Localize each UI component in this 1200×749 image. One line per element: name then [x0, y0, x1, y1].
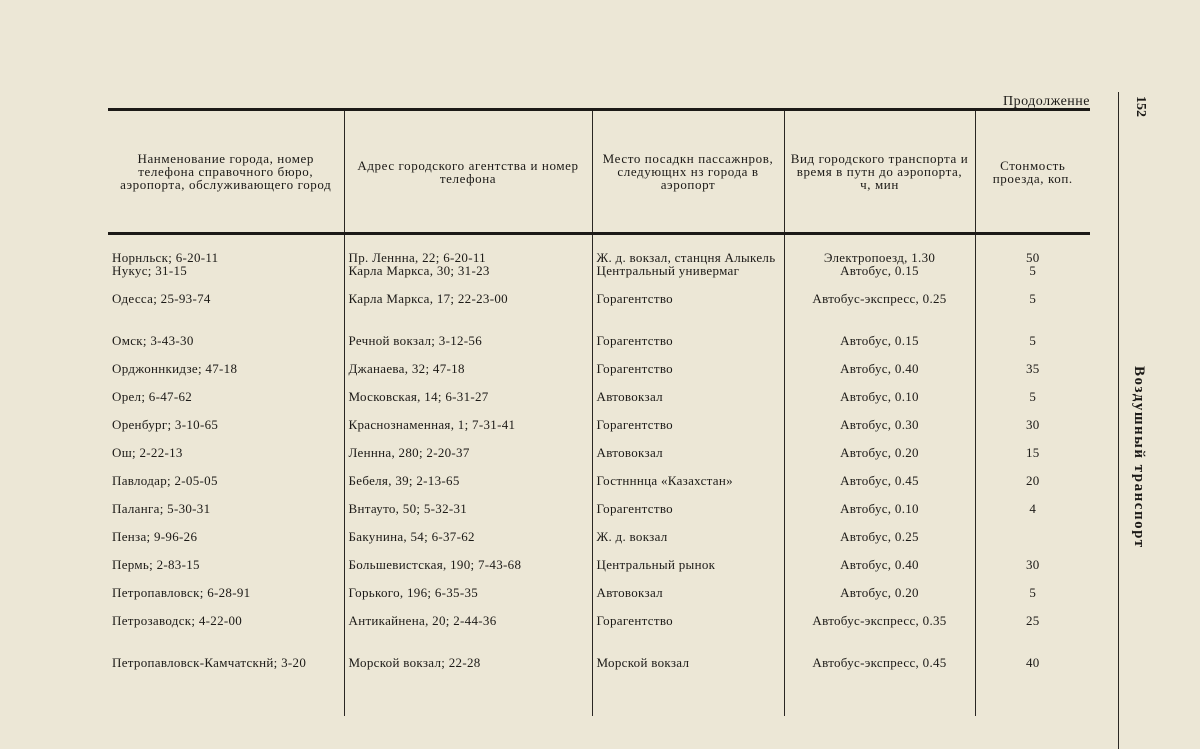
cell-boarding-place [592, 446, 784, 474]
cell-transport-text: Автобус, 0.10 [840, 501, 919, 516]
cell-agency-address [344, 234, 592, 265]
cell-agency-address-text: Бебеля, 39; 2-13-65 [348, 473, 460, 488]
cell-city [108, 614, 344, 656]
cell-city-text: Нукус; 31-15 [112, 263, 188, 278]
cell-cost-text: 15 [1025, 445, 1040, 460]
cell-cost [975, 558, 1090, 586]
header-boarding-place: Место посадкн пассажнров, следующнх нз города в аэропорт [592, 110, 784, 234]
cell-city-text: Паланга; 5-30-31 [112, 501, 211, 516]
cell-agency-address [344, 502, 592, 530]
cell-agency-address-text: Внтауто, 50; 5-32-31 [348, 501, 468, 516]
cell-city [108, 558, 344, 586]
header-transport-type: Вид городского транспорта и время в путн до аэропорта, ч, мин [784, 110, 975, 234]
cell-cost [975, 586, 1090, 614]
cell-agency-address [344, 264, 592, 292]
cell-city [108, 264, 344, 292]
filler-cell [592, 704, 784, 716]
cell-city-text: Одесса; 25-93-74 [112, 291, 211, 306]
cell-boarding-place [592, 264, 784, 292]
cell-transport-text: Автобус, 0.20 [840, 445, 919, 460]
cell-agency-address [344, 530, 592, 558]
cell-city [108, 474, 344, 502]
table-row [108, 656, 1090, 704]
cell-transport [784, 234, 975, 265]
cell-agency-address-text: Пр. Леннна, 22; 6-20-11 [348, 250, 486, 265]
cell-boarding-place [592, 474, 784, 502]
cell-city [108, 362, 344, 390]
cell-transport [784, 446, 975, 474]
cell-boarding-place-text: Горагентство [596, 291, 673, 306]
table-filler-row [108, 704, 1090, 716]
table-row [108, 234, 1090, 265]
table-row [108, 614, 1090, 656]
cell-agency-address [344, 586, 592, 614]
cell-agency-address [344, 614, 592, 656]
cell-transport-text: Электропоезд, 1.30 [823, 250, 936, 265]
cell-transport-text: Автобус, 0.45 [840, 473, 919, 488]
cell-city-text: Павлодар; 2-05-05 [112, 473, 218, 488]
cell-boarding-place [592, 656, 784, 704]
cell-cost-text: 20 [1025, 473, 1040, 488]
cell-city-text: Омск; 3-43-30 [112, 333, 194, 348]
cell-transport [784, 418, 975, 446]
cell-transport [784, 390, 975, 418]
cell-boarding-place-text: Ж. д. вокзал [596, 529, 668, 544]
right-margin-rule [1118, 92, 1119, 749]
cell-boarding-place-text: Горагентство [596, 417, 673, 432]
cell-transport-text: Автобус, 0.10 [840, 389, 919, 404]
cell-boarding-place-text: Горагентство [596, 613, 673, 628]
cell-transport-text: Автобус-экспресс, 0.25 [812, 291, 947, 306]
cell-agency-address-text: Большевистская, 190; 7-43-68 [348, 557, 522, 572]
cell-boarding-place [592, 586, 784, 614]
table-row [108, 502, 1090, 530]
cell-cost [975, 264, 1090, 292]
cell-agency-address [344, 362, 592, 390]
cell-transport [784, 558, 975, 586]
cell-cost [975, 530, 1090, 558]
cell-boarding-place-text: Горагентство [596, 501, 673, 516]
cell-boarding-place-text: Центральный универмаг [596, 263, 740, 278]
cell-cost [975, 390, 1090, 418]
cell-transport-text: Автобус, 0.20 [840, 585, 919, 600]
cell-city [108, 502, 344, 530]
cell-transport [784, 264, 975, 292]
cell-boarding-place-text: Гостнннца «Казахстан» [596, 473, 733, 488]
cell-city-text: Норнльск; 6-20-11 [112, 250, 219, 265]
cell-agency-address-text: Леннна, 280; 2-20-37 [348, 445, 470, 460]
cell-cost-text: 4 [1029, 501, 1037, 516]
cell-boarding-place [592, 292, 784, 334]
cell-boarding-place [592, 558, 784, 586]
airport-transport-table [108, 108, 1090, 716]
cell-agency-address [344, 558, 592, 586]
cell-city-text: Оренбург; 3-10-65 [112, 417, 219, 432]
cell-boarding-place-text: Ж. д. вокзал, станцня Алыкель [596, 250, 776, 265]
cell-cost-text: 40 [1025, 655, 1040, 670]
table-row [108, 530, 1090, 558]
cell-cost [975, 446, 1090, 474]
cell-city-text: Ош; 2-22-13 [112, 445, 183, 460]
cell-transport [784, 474, 975, 502]
filler-cell [344, 704, 592, 716]
cell-cost-text: 5 [1029, 585, 1037, 600]
cell-cost [975, 292, 1090, 334]
cell-city [108, 292, 344, 334]
cell-city-text: Пенза; 9-96-26 [112, 529, 198, 544]
cell-cost-text: 35 [1025, 361, 1040, 376]
table-body [108, 234, 1090, 717]
cell-agency-address-text: Морской вокзал; 22-28 [348, 655, 481, 670]
cell-boarding-place [592, 614, 784, 656]
cell-city [108, 446, 344, 474]
cell-transport-text: Автобус-экспресс, 0.35 [812, 613, 947, 628]
cell-city-text: Орел; 6-47-62 [112, 389, 193, 404]
cell-city-text: Пермь; 2-83-15 [112, 557, 200, 572]
cell-boarding-place-text: Морской вокзал [596, 655, 690, 670]
cell-transport-text: Автобус, 0.40 [840, 557, 919, 572]
cell-cost-text: 30 [1025, 417, 1040, 432]
cell-cost [975, 418, 1090, 446]
cell-city [108, 390, 344, 418]
table-row [108, 362, 1090, 390]
cell-transport-text: Автобус, 0.40 [840, 361, 919, 376]
table-row [108, 292, 1090, 334]
table-row [108, 418, 1090, 446]
cell-agency-address-text: Джанаева, 32; 47-18 [348, 361, 465, 376]
cell-city-text: Петрозаводск; 4-22-00 [112, 613, 243, 628]
table-header-row [108, 110, 1090, 234]
cell-boarding-place-text: Горагентство [596, 333, 673, 348]
cell-cost [975, 474, 1090, 502]
cell-transport-text: Автобус, 0.15 [840, 263, 919, 278]
table-row [108, 558, 1090, 586]
cell-city-text: Петропавловск-Камчатскнй; 3-20 [112, 655, 307, 670]
cell-agency-address [344, 390, 592, 418]
cell-agency-address [344, 474, 592, 502]
cell-agency-address [344, 334, 592, 362]
cell-city-text: Орджоннкидзе; 47-18 [112, 361, 238, 376]
cell-transport [784, 292, 975, 334]
cell-agency-address-text: Бакунина, 54; 6-37-62 [348, 529, 475, 544]
continued-label: Продолженне [1002, 94, 1090, 109]
cell-boarding-place-text: Автовокзал [596, 585, 663, 600]
cell-transport [784, 502, 975, 530]
cell-boarding-place-text: Центральный рынок [596, 557, 716, 572]
cell-transport-text: Автобус, 0.25 [840, 529, 919, 544]
cell-boarding-place [592, 234, 784, 265]
cell-boarding-place-text: Горагентство [596, 361, 673, 376]
table-row [108, 264, 1090, 292]
cell-cost-text: 5 [1029, 389, 1037, 404]
header-agency-address: Адрес городского агентства и номер телефона [344, 110, 592, 234]
page-number: 152 [1133, 96, 1148, 117]
cell-transport-text: Автобус, 0.15 [840, 333, 919, 348]
side-section-title: Воздушный транспорт [1131, 366, 1147, 549]
filler-cell [975, 704, 1090, 716]
cell-cost [975, 656, 1090, 704]
cell-city [108, 530, 344, 558]
cell-transport [784, 614, 975, 656]
cell-cost-text: 30 [1025, 557, 1040, 572]
cell-boarding-place-text: Автовокзал [596, 445, 663, 460]
cell-cost-text: 50 [1025, 250, 1040, 265]
table-row [108, 390, 1090, 418]
cell-transport [784, 334, 975, 362]
cell-cost [975, 502, 1090, 530]
cell-cost-text: 5 [1029, 333, 1037, 348]
cell-agency-address-text: Московская, 14; 6-31-27 [348, 389, 489, 404]
cell-boarding-place [592, 418, 784, 446]
cell-boarding-place [592, 334, 784, 362]
cell-boarding-place [592, 530, 784, 558]
cell-boarding-place-text: Автовокзал [596, 389, 663, 404]
cell-agency-address-text: Карла Маркса, 30; 31-23 [348, 263, 490, 278]
table-row [108, 586, 1090, 614]
cell-boarding-place [592, 390, 784, 418]
cell-agency-address-text: Речной вокзал; 3-12-56 [348, 333, 483, 348]
cell-boarding-place [592, 502, 784, 530]
cell-cost [975, 334, 1090, 362]
cell-cost-text: 5 [1029, 263, 1037, 278]
table-row [108, 446, 1090, 474]
header-cost: Стонмость проезда, коп. [975, 110, 1090, 234]
cell-agency-address [344, 656, 592, 704]
table-row [108, 334, 1090, 362]
cell-agency-address [344, 418, 592, 446]
cell-city [108, 656, 344, 704]
cell-city-text: Петропавловск; 6-28-91 [112, 585, 251, 600]
table-row [108, 474, 1090, 502]
filler-cell [108, 704, 344, 716]
cell-agency-address [344, 292, 592, 334]
cell-city [108, 586, 344, 614]
cell-agency-address-text: Горького, 196; 6-35-35 [348, 585, 479, 600]
cell-agency-address-text: Краснознаменная, 1; 7-31-41 [348, 417, 516, 432]
cell-agency-address-text: Антикайнена, 20; 2-44-36 [348, 613, 497, 628]
cell-transport [784, 656, 975, 704]
cell-city [108, 334, 344, 362]
cell-cost-text: 25 [1025, 613, 1040, 628]
cell-transport [784, 362, 975, 390]
cell-transport [784, 586, 975, 614]
cell-boarding-place [592, 362, 784, 390]
cell-transport-text: Автобус-экспресс, 0.45 [812, 655, 947, 670]
cell-cost [975, 234, 1090, 265]
cell-agency-address [344, 446, 592, 474]
cell-cost [975, 614, 1090, 656]
filler-cell [784, 704, 975, 716]
cell-city [108, 418, 344, 446]
header-city: Нанменование города, номер телефона справочного бюро, аэропорта, обслуживающего город [108, 110, 344, 234]
cell-transport-text: Автобус, 0.30 [840, 417, 919, 432]
cell-cost [975, 362, 1090, 390]
cell-agency-address-text: Карла Маркса, 17; 22-23-00 [348, 291, 508, 306]
cell-city [108, 234, 344, 265]
cell-transport [784, 530, 975, 558]
cell-cost-text: 5 [1029, 291, 1037, 306]
